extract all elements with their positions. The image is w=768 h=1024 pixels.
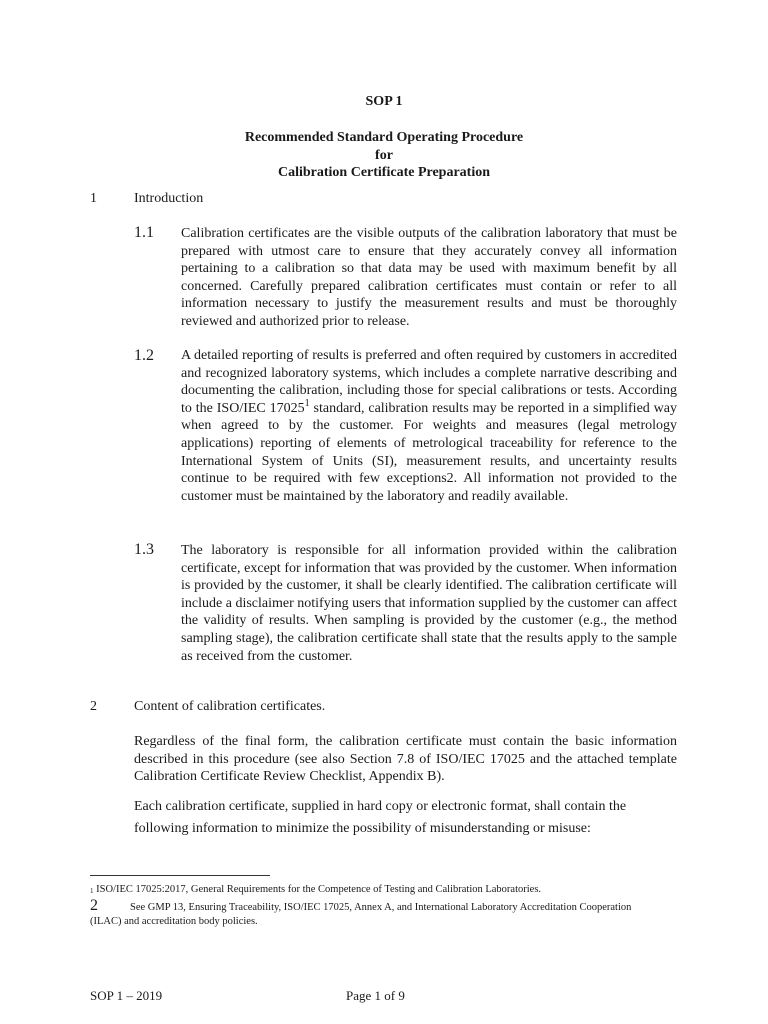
footnote-2-mark: 2 (90, 897, 98, 914)
footnote-1-mark: 1 (90, 887, 94, 895)
footnote-2 (90, 899, 650, 929)
subsection-1-2-text-before: A detailed reporting of results is preferred and often required by customers in accredited and recognized laboratory systems, which includes a complete narrative describing and documenting the calibration, including those for special calibrations or tests. According to the ISO/IEC 17025 (181, 348, 677, 416)
footnote-ref-1: 1 (304, 397, 310, 409)
title-line-3: Calibration Certificate Preparation (277, 165, 491, 180)
section-2-paragraph-1: Regardless of the final form, the calibration certificate must contain the basic information described in this procedure (see also Section 7.8 of ISO/IEC 17025 and the attached template Calibration Certificate Review Checklist, Appendix B). (134, 734, 677, 785)
subsection-1-2-text (181, 347, 677, 505)
footnote-1 (90, 883, 650, 898)
section-2-heading: Content of calibration certificates. (134, 699, 326, 714)
subsection-1-1-number: 1.1 (134, 224, 154, 241)
footnote-2-text: See GMP 13, Ensuring Traceability, ISO/IEC 17025, Annex A, and International Laboratory Accreditation Cooperation (ILAC) and accreditation body policies. (90, 902, 632, 927)
footnote-1-text: ISO/IEC 17025:2017, General Requirements for the Competence of Testing and Calibration Laboratories. (96, 884, 542, 895)
footer-doc-id: SOP 1 – 2019 (90, 988, 163, 1003)
section-1-number: 1 (90, 191, 97, 206)
subsection-1-2-number: 1.2 (134, 347, 154, 364)
subsection-1-2-text-after: standard, calibration results may be reported in a simplified way when agreed to by the customer. For weights and measures (legal metrology applications) reporting of elements of metrological traceability for reference to the International System of Units (SI), measurement results, and uncertainty results continue to be required with few exceptions2. All information not provided to the customer must be maintained by the laboratory and readily available. (181, 400, 677, 504)
section-1-heading: Introduction (134, 191, 204, 206)
subsection-1-1-text: Calibration certificates are the visible outputs of the calibration laboratory that must be prepared with utmost care to ensure that they accurately convey all information pertaining to a calibration so that data may be used with maximum benefit by all concerned. Carefully prepared calibration certificates must contain or refer to all information necessary to justify the measurement results and must be thoroughly reviewed and authorized prior to release. (181, 226, 677, 329)
title-line-1: Recommended Standard Operating Procedure (244, 130, 524, 145)
subsection-1-3-number: 1.3 (134, 541, 154, 558)
footer-page-number: Page 1 of 9 (346, 988, 405, 1003)
section-2-number: 2 (90, 699, 97, 714)
subsection-1-3-text: The laboratory is responsible for all information provided within the calibration certificate, except for information that was provided by the customer. When information is provided by the customer, it shall be clearly identified. The calibration certificate will include a disclaimer notifying users that information supplied by the customer can affect the validity of results. When sampling is provided by the customer (e.g., the method sampling stage), the calibration certificate shall state that the results apply to the sample as received from the customer. (181, 543, 677, 664)
sop-label: SOP 1 (365, 94, 403, 109)
footnote-divider (90, 875, 270, 876)
section-2-paragraph-2: Each calibration certificate, supplied in hard copy or electronic format, shall contain the following information to minimize the possibility of misunderstanding or misuse: (134, 799, 627, 836)
title-line-2: for (375, 148, 393, 163)
